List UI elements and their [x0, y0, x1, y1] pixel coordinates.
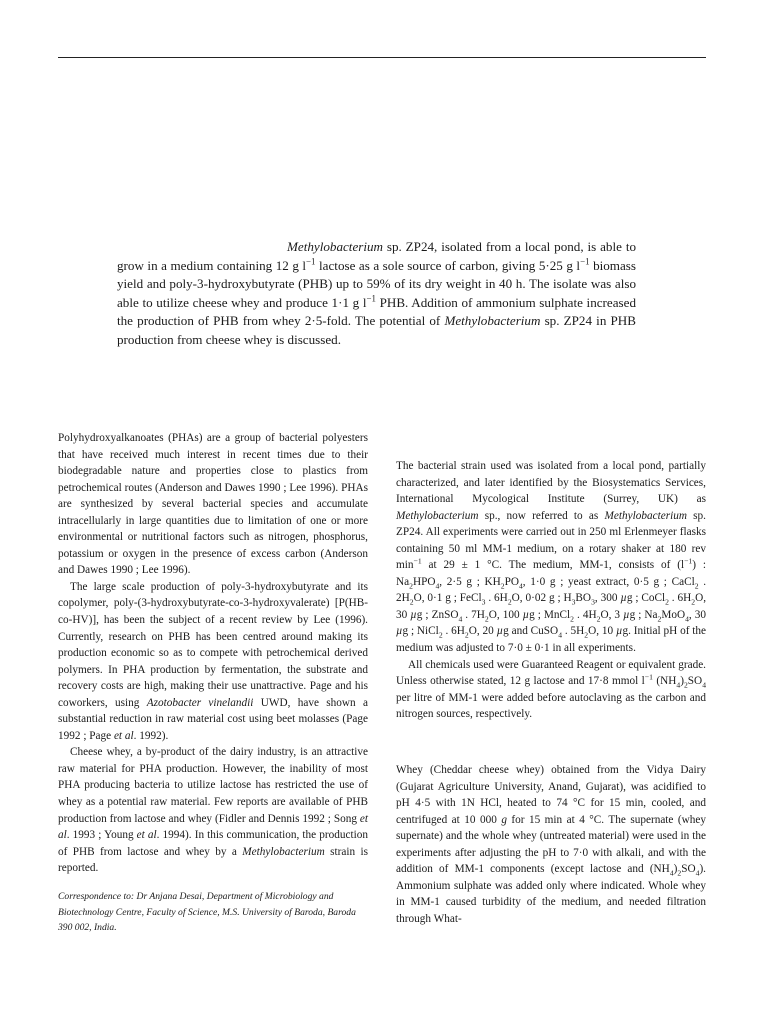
- header-rule: [58, 57, 706, 58]
- right-column-methods: [396, 458, 706, 723]
- correspondence-note: Correspondence to: Dr Anjana Desai, Department of Microbiology and Biotechnology Centre, Faculty of Science, M.S. University of Baroda, Baroda 390 002, India.: [58, 890, 356, 934]
- intro-paragraph-1: Polyhydroxyalkanoates (PHAs) are a group of bacterial polyesters that have received much interest in recent times due to their biodegradable nature and properties close to plastics from petrochemical routes (Anderson and Dawes 1990 ; Lee 1996). PHAs are synthesized by several bacterial species and accumulate intracellularly in large quantities due to limitation of one or more environmental or nutritional factors such as nitrogen, phosphorus, potassium or oxygen in the presence of excess carbon (Anderson and Dawes 1990 ; Lee 1996).: [58, 432, 368, 577]
- abstract: [117, 238, 636, 350]
- left-column: [58, 430, 368, 936]
- abstract-paragraph: Methylobacterium sp. ZP24, isolated from a local pond, is able to grow in a medium containing 12 g $l^{-1}$ lactose as a sole source of carbon, giving 5·25 g $l^{-1}$ biomass yield and poly-3-hydroxybutyrate (PHB) up to 59% of its dry weight in 40 h. The isolate was also able to utilize cheese whey and produce 1·1 g $l^{-1}$ PHB. Addition of ammonium sulphate increased the production of PHB from whey 2·5-fold. The potential of Methylobacterium sp. ZP24 in PHB production from cheese whey is discussed.: [117, 239, 636, 347]
- methods-paragraph-2: All chemicals used were Guaranteed Reagent or equivalent grade. Unless otherwise stated, 12 g lactose and 17·8 mmol $l^{-1}$ $(NH_4)_2SO_4$ per litre of MM-1 were added before autoclaving as the carbon and nitrogen sources, respectively.: [396, 658, 707, 721]
- whey-paragraph: Whey (Cheddar cheese whey) obtained from the Vidya Dairy (Gujarat Agriculture University, Anand, Gujarat), was acidified to pH 4·5 with 1N HCl, heated to 74 °C for 15 min, cooled, and centrifuged at 10 000 g for 15 min at 4 °C. The supernate (whey supernate) and the whole whey (untreated material) were used in the experiments after adjusting the pH to 7·0 with alkali, and with the addition of MM-1 components (except lactose and $(NH_4)_2SO_4$). Ammonium sulphate was added only where indicated. Whole whey in MM-1 caused turbidity of the medium, and needed filtration through What-: [396, 764, 707, 925]
- methods-paragraph-1: The bacterial strain used was isolated from a local pond, partially characterized, and later identified by the Biosystematics Services, International Mycological Institute (Surrey, UK) as Methylobacterium sp., now referred to as Methylobacterium sp. ZP24. All experiments were carried out in 250 ml Erlenmeyer flasks containing 50 ml MM-1 medium, on a rotary shaker at 180 rev $\min^{-1}$ at 29 ± 1 °C. The medium, MM-1, consists of $(l^{-1})$ : $Na_2HPO_4$, 2·5 g ; $KH_2PO_4$, 1·0 g ; yeast extract, 0·5 g ; CaCl$_2$ . $2H_2O$, 0·1 g ; FeCl$_3$ . $6H_2O$, 0·02 g ; $H_3BO_3$, 300 µg ; CoCl$_2$ . $6H_2O$, 30 µg ; ZnSO$_4$ . $7H_2O$, 100 µg ; MnCl$_2$ . $4H_2O$, 3 µg ; $Na_2MoO_4$, 30 µg ; NiCl$_2$ . $6H_2O$, 20 µg and CuSO$_4$ . $5H_2O$, 10 µg. Initial pH of the medium was adjusted to 7·0 ± 0·1 in all experiments.: [396, 460, 707, 655]
- intro-paragraph-2: The large scale production of poly-3-hydroxybutyrate and its copolymer, poly-(3-hydroxybutyrate-co-3-hydroxyvalerate) [P(HB-co-HV)], has been the subject of a recent review by Lee (1996). Currently, research on PHB has been centred around making its production economic so as to compete with petrochemical derived polymers. In PHA production by fermentation, the substrate and recovery costs are high, making their use unattractive. Page and his coworkers, using Azotobacter vinelandii UWD, have shown a substantial reduction in raw material cost using beet molasses (Page 1992 ; Page et al. 1992).: [58, 580, 368, 742]
- right-column-whey: [396, 762, 706, 927]
- intro-paragraph-3: Cheese whey, a by-product of the dairy industry, is an attractive raw material for PHA production. However, the inability of most PHA producing bacteria to utilize lactose has restricted the use of whey as a potential raw material. Few reports are available of PHB production from lactose and whey (Fidler and Dennis 1992 ; Song et al. 1993 ; Young et al. 1994). In this communication, the production of PHB from lactose and whey by a Methylobacterium strain is reported.: [58, 746, 369, 875]
